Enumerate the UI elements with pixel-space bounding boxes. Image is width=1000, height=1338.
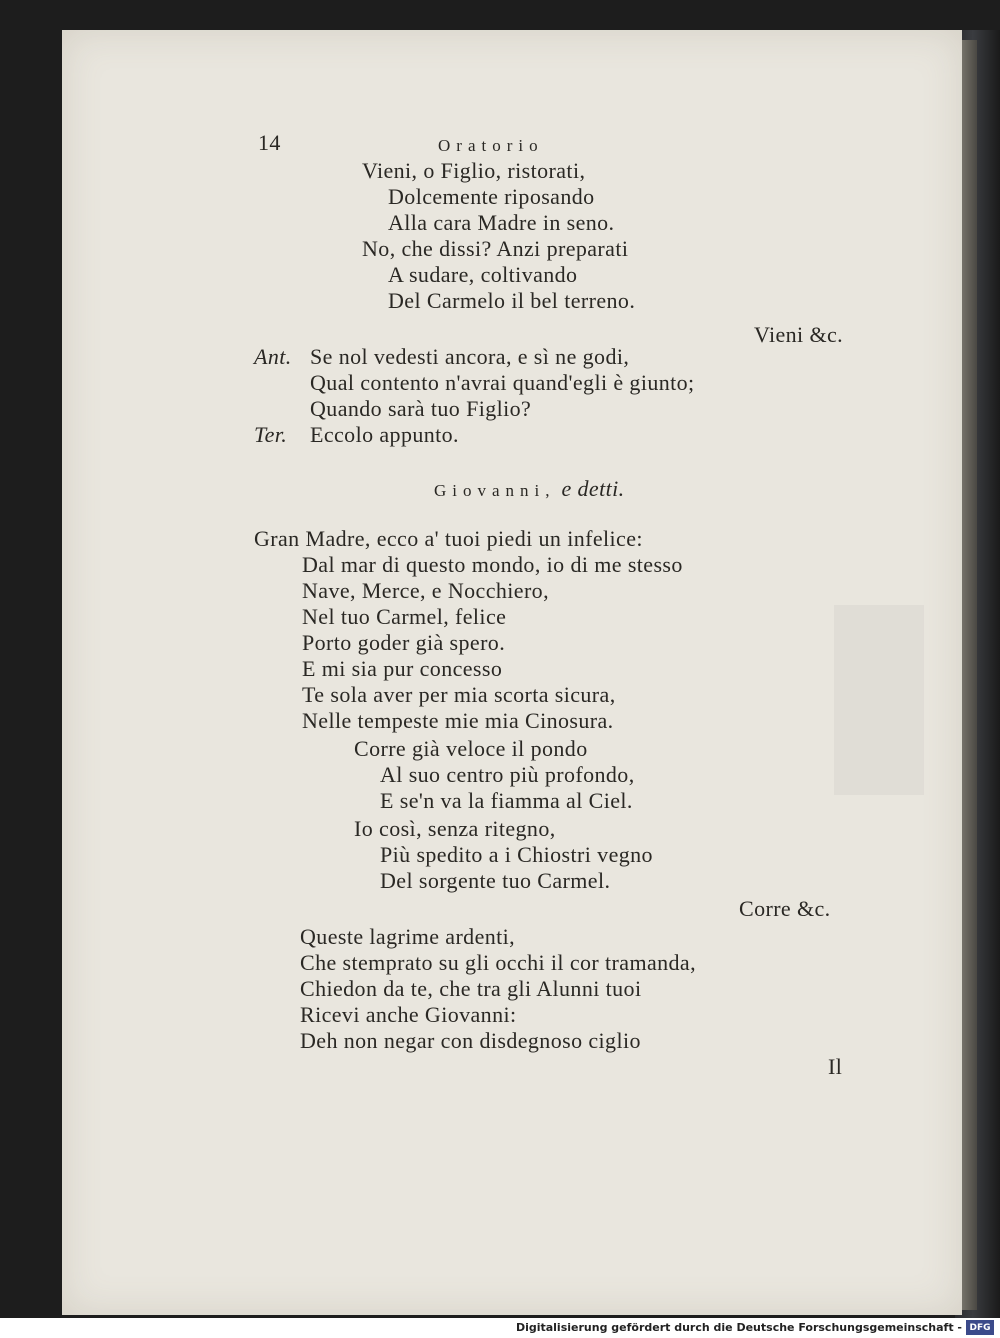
verse-line: Qual contento n'avrai quand'egli è giunto;: [310, 370, 695, 395]
refrain-cue: Corre &c.: [739, 896, 831, 921]
verse-line: Deh non negar con disdegnoso ciglio: [300, 1028, 641, 1053]
verse-line: A sudare, coltivando: [388, 262, 578, 287]
verse-line: Se nol vedesti ancora, e sì ne godi,: [310, 344, 630, 369]
verse-line: Te sola aver per mia scorta sicura,: [302, 682, 616, 707]
verse-line: Che stemprato su gli occhi il cor tramanda,: [300, 950, 696, 975]
running-title: Oratorio: [438, 136, 544, 155]
verse-line: Nelle tempeste mie mia Cinosura.: [302, 708, 614, 733]
verse-line: E mi sia pur concesso: [302, 656, 503, 681]
verse-line: Dolcemente riposando: [388, 184, 595, 209]
page-number: 14: [258, 130, 281, 155]
refrain-cue: Vieni &c.: [754, 322, 844, 347]
verse-line: Io così, senza ritegno,: [354, 816, 556, 841]
verse-line: Più spedito a i Chiostri vegno: [380, 842, 653, 867]
verse-line: Chiedon da te, che tra gli Alunni tuoi: [300, 976, 642, 1001]
verse-line: Ricevi anche Giovanni:: [300, 1002, 517, 1027]
verse-line: Eccolo appunto.: [310, 422, 459, 447]
verse-line: Queste lagrime ardenti,: [300, 924, 516, 949]
verse-line: Nave, Merce, e Nocchiero,: [302, 578, 549, 603]
footer-bar: [0, 1318, 1000, 1338]
verse-line: Dal mar di questo mondo, io di me stesso: [302, 552, 683, 577]
verse-line: Nel tuo Carmel, felice: [302, 604, 507, 629]
dfg-logo: DFG: [966, 1320, 994, 1335]
verse-line: Alla cara Madre in seno.: [388, 210, 615, 235]
speaker-label: Ter.: [254, 422, 288, 447]
verse-line: Corre già veloce il pondo: [354, 736, 588, 761]
book-page: [62, 30, 962, 1315]
scene-heading-name: Giovanni,: [434, 481, 556, 500]
verse-line: Quando sarà tuo Figlio?: [310, 396, 532, 421]
scene-heading-rest: e detti.: [561, 476, 625, 501]
verse-line: Porto goder già spero.: [302, 630, 506, 655]
scene-heading: [434, 476, 625, 504]
verse-line: Del sorgente tuo Carmel.: [380, 868, 611, 893]
verse-line: E se'n va la fiamma al Ciel.: [380, 788, 633, 813]
catchword: Il: [828, 1054, 843, 1079]
speaker-label: Ant.: [254, 344, 292, 369]
footer-credit: Digitalisierung gefördert durch die Deutsche Forschungsgemeinschaft -: [515, 1321, 962, 1334]
show-through-shadow: [834, 605, 924, 795]
verse-line: Vieni, o Figlio, ristorati,: [362, 158, 586, 183]
verse-line: Al suo centro più profondo,: [380, 762, 635, 787]
verse-line: Del Carmelo il bel terreno.: [388, 288, 636, 313]
verse-line: No, che dissi? Anzi preparati: [362, 236, 629, 261]
verse-line: Gran Madre, ecco a' tuoi piedi un infelice:: [254, 526, 643, 551]
